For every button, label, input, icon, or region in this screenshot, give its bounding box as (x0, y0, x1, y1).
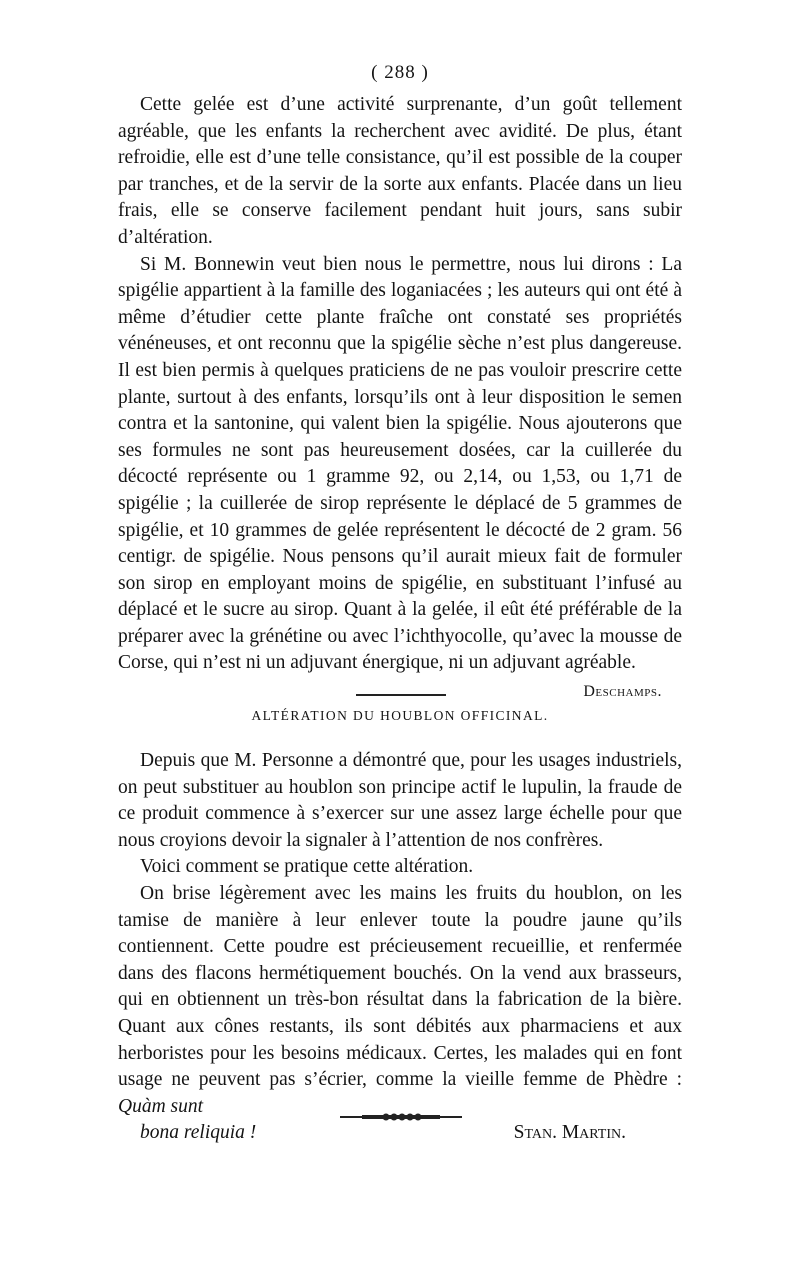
page-number: ( 288 ) (371, 62, 429, 83)
paragraph (118, 881, 682, 1120)
ornament-icon (340, 1112, 462, 1122)
paragraph: Voici comment se pratique cette altération. (140, 856, 474, 878)
paragraph: Depuis que M. Personne a démontré que, pour les usages industriels, on peut substituer au houblon son principe actif le lupulin, la fraude de ce produit commence à s’exercer sur une assez large échelle pour que nous croyions devoir la signaler à l’attention de nos confrères. (118, 750, 682, 851)
latin-quote: Quàm sunt (118, 1095, 204, 1117)
section-title: ALTÉRATION DU HOUBLON OFFICINAL. (251, 708, 549, 723)
paragraph: Cette gelée est d’une activité surprenante, d’un goût tellement agréable, que les enfants la recherchent avec avidité. De plus, étant refroidie, elle est d’une telle consistance, qu’il est possible de la couper par tranches, et de la servir de la sorte aux enfants. Placée dans un lieu frais, elle se conserve facilement pendant huit jours, sans subir d’altération. (118, 94, 682, 248)
signature-martin: Stan. Martin. (513, 1122, 626, 1144)
article-houblon (118, 748, 682, 1147)
ornament-divider (340, 1112, 462, 1122)
latin-quote-end: bona reliquia ! (140, 1122, 257, 1144)
signature-deschamps: Deschamps. (583, 683, 662, 701)
article-spigelia (118, 92, 682, 706)
paragraph-text: On brise légèrement avec les mains les fruits du houblon, on les tamise de manière à leur enlever toute la poudre jaune qu’ils contiennent. Cette poudre est précieusement recueillie, et renfermée dans des flacons hermétiquement bouchés. On la vend aux brasseurs, qui en obtiennent un très-bon résultat dans la fabrication de la bière. Quant aux cônes restants, ils sont débités aux pharmaciens et aux herboristes pour les besoins médicaux. Certes, les malades qui en font usage ne peuvent pas s’écrier, comme la vieille femme de Phèdre : (118, 882, 682, 1091)
paragraph: Si M. Bonnewin veut bien nous le permettre, nous lui dirons : La spigélie appartient à la famille des loganiacées ; les auteurs qui ont été à même d’étudier cette plante fraîche ont constaté ses propriétés vénéneuses, et ont reconnu que la spigélie sèche n’est plus dangereuse. Il est bien permis à quelques praticiens de ne pas vouloir prescrire cette plante, surtout à des enfants, lorsqu’ils ont à leur disposition le semen contra et la santonine, qui valent bien la spigélie. Nous ajouterons que ses formules ne sont pas heureusement dosées, car la cuillerée du décocté représente ou 1 gramme 92, ou 2,14, ou 1,53, ou 1,71 de spigélie ; la cuillerée de sirop représente le déplacé de 5 grammes de spigélie, et 10 grammes de gelée représentent le décocté de 2 gram. 56 centigr. de spigélie. Nous pensons qu’il aurait mieux fait de formuler son sirop en employant moins de spigélie, en substituant l’infusé au déplacé et le sucre au sirop. Quant à la gelée, il eût été préférable de la préparer avec la grénétine ou avec l’ichthyocolle, qu’avec la mousse de Corse, qui n’est ni un adjuvant énergique, ni un adjuvant agréable. (118, 253, 682, 674)
closing-line (118, 1120, 682, 1147)
section-divider (356, 694, 446, 696)
